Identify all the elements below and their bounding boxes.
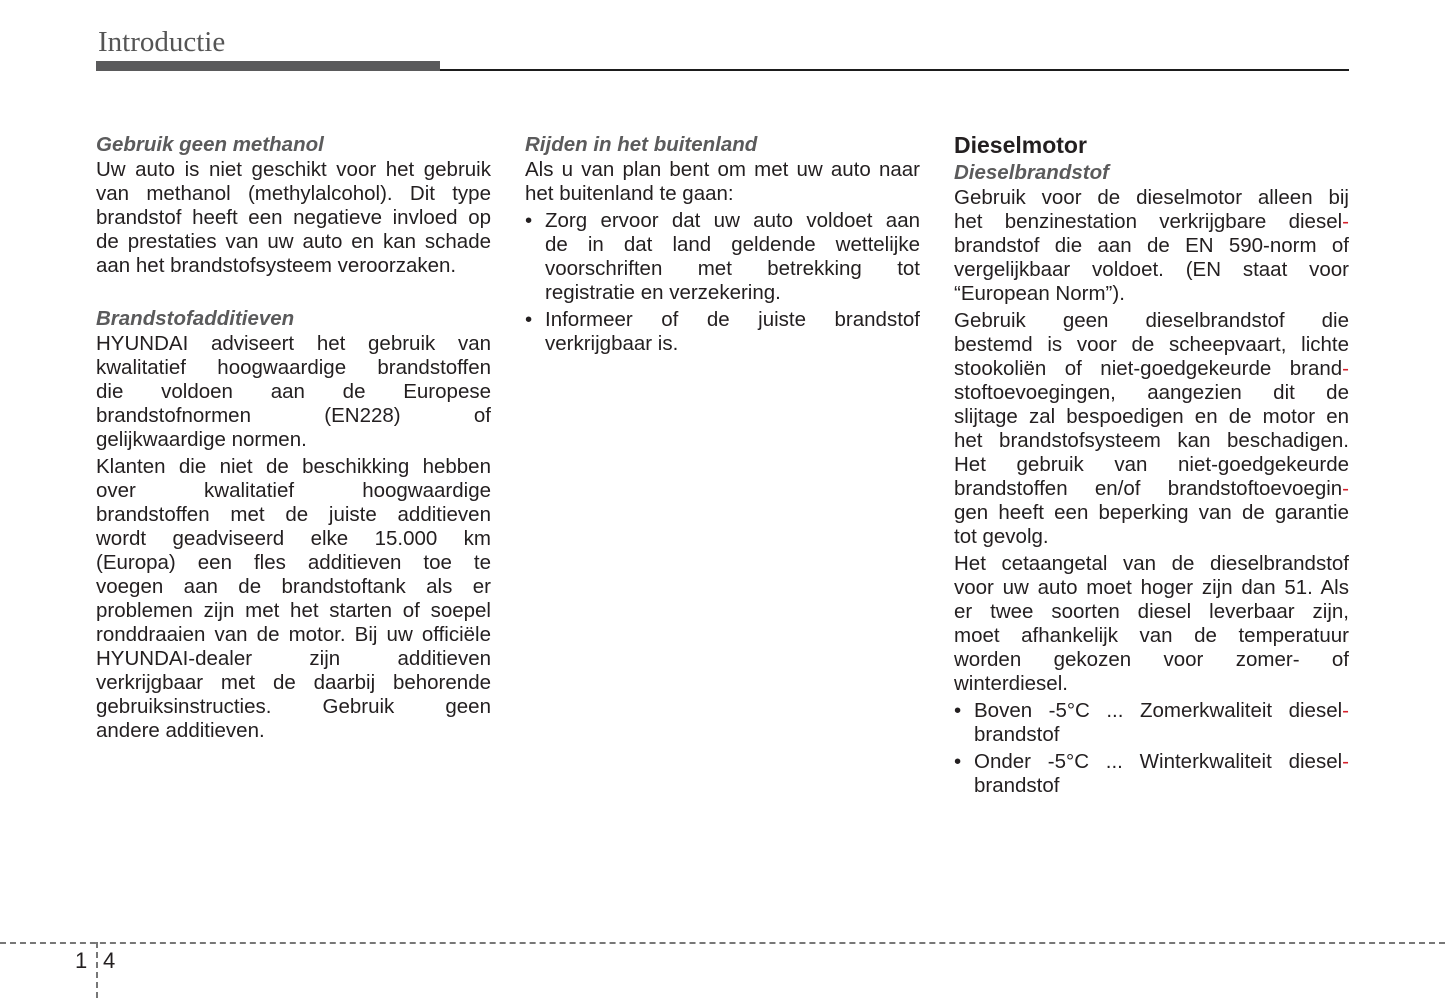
text-segment: Onder -5°C ... Winterkwaliteit diesel bbox=[974, 750, 1343, 773]
hyphen-mark: - bbox=[1342, 477, 1349, 500]
text-line: brandstof heeft een negatieve invloed op bbox=[96, 206, 491, 229]
text-line: “European Norm”). bbox=[954, 282, 1125, 305]
footer-dashed-rule bbox=[0, 942, 1445, 944]
text-segment: Boven -5°C ... Zomerkwaliteit diesel bbox=[974, 699, 1343, 722]
bullet-icon: • bbox=[525, 209, 533, 232]
paragraph-methanol bbox=[96, 158, 491, 278]
text-line: Het cetaangetal van de dieselbrandstof bbox=[954, 552, 1349, 575]
text-line bbox=[954, 477, 1349, 501]
section-heading-additives: Brandstofadditieven bbox=[96, 307, 295, 330]
section-title-dieselmotor: Dieselmotor bbox=[954, 132, 1087, 158]
column-middle bbox=[525, 132, 920, 359]
hyphen-mark: - bbox=[1342, 750, 1349, 773]
text-line: gelijkwaardige normen. bbox=[96, 428, 307, 451]
text-line: die voldoen aan de Europese bbox=[96, 380, 491, 403]
text-segment: het benzinestation verkrijgbare diesel bbox=[954, 210, 1343, 233]
text-line: ronddraaien van de motor. Bij uw officiële bbox=[96, 623, 491, 646]
spacer bbox=[96, 281, 491, 306]
bullet-icon: • bbox=[954, 699, 962, 722]
text-line: stoftoevoegingen, aangezien dit de bbox=[954, 381, 1349, 404]
text-line: HYUNDAI adviseert het gebruik van bbox=[96, 332, 491, 355]
text-line: gen heeft een beperking van de garantie bbox=[954, 501, 1349, 524]
paragraph-additives-2 bbox=[96, 455, 491, 743]
text-line: brandstof die aan de EN 590-norm of bbox=[954, 234, 1349, 257]
text-segment: stookoliën of niet-goedgekeurde brand bbox=[954, 357, 1343, 380]
text-line: brandstof bbox=[974, 774, 1060, 797]
text-line: brandstof bbox=[974, 723, 1060, 746]
column-left bbox=[96, 132, 491, 746]
text-line: Gebruik geen dieselbrandstof die bbox=[954, 309, 1349, 332]
text-line: Zorg ervoor dat uw auto voldoet aan bbox=[545, 209, 920, 232]
text-line: slijtage zal bespoedigen en de motor en bbox=[954, 405, 1349, 428]
text-line: bestemd is voor de scheepvaart, lichte bbox=[954, 333, 1349, 356]
text-line bbox=[974, 750, 1349, 774]
text-line: andere additieven. bbox=[96, 719, 265, 742]
header-rule-thick bbox=[96, 61, 440, 71]
section-heading-dieselfuel: Dieselbrandstof bbox=[954, 161, 1109, 184]
text-line: aan het brandstofsysteem veroorzaken. bbox=[96, 254, 457, 277]
footer-dashed-divider bbox=[96, 942, 98, 998]
hyphen-mark: - bbox=[1342, 699, 1349, 722]
text-line: het brandstofsysteem kan beschadigen. bbox=[954, 429, 1349, 452]
text-line: er twee soorten diesel leverbaar zijn, bbox=[954, 600, 1349, 623]
text-line: voorschriften met betrekking tot bbox=[545, 257, 920, 280]
text-line: Het gebruik van niet-goedgekeurde bbox=[954, 453, 1349, 476]
text-line: over kwalitatief hoogwaardige bbox=[96, 479, 491, 502]
text-line: vergelijkbaar voldoet. (EN staat voor bbox=[954, 258, 1349, 281]
list-item bbox=[954, 750, 1349, 798]
section-heading-abroad: Rijden in het buitenland bbox=[525, 133, 758, 156]
text-line: de in dat land geldende wettelijke bbox=[545, 233, 920, 256]
text-line: Uw auto is niet geschikt voor het gebruik bbox=[96, 158, 491, 181]
list-item bbox=[525, 308, 920, 356]
text-line: problemen zijn met het starten of soepel bbox=[96, 599, 491, 622]
list-item bbox=[954, 699, 1349, 747]
text-line: Informeer of de juiste brandstof bbox=[545, 308, 920, 331]
column-right bbox=[954, 130, 1349, 801]
text-line: verkrijgbaar is. bbox=[545, 332, 679, 355]
text-line: HYUNDAI-dealer zijn additieven bbox=[96, 647, 491, 670]
text-line: tot gevolg. bbox=[954, 525, 1049, 548]
section-heading-methanol: Gebruik geen methanol bbox=[96, 133, 324, 156]
text-line: verkrijgbaar met de daarbij behorende bbox=[96, 671, 491, 694]
paragraph-additives-1 bbox=[96, 332, 491, 452]
paragraph-abroad-intro bbox=[525, 158, 920, 206]
text-line: worden gekozen voor zomer- of bbox=[954, 648, 1349, 671]
text-line bbox=[954, 357, 1349, 381]
bullet-icon: • bbox=[525, 308, 533, 331]
text-line: van methanol (methylalcohol). Dit type bbox=[96, 182, 491, 205]
text-line: brandstofnormen (EN228) of bbox=[96, 404, 491, 427]
text-line: registratie en verzekering. bbox=[545, 281, 781, 304]
paragraph-diesel-2 bbox=[954, 309, 1349, 549]
text-line: moet afhankelijk van de temperatuur bbox=[954, 624, 1349, 647]
header-rule-thin bbox=[440, 69, 1349, 71]
text-line: de prestaties van uw auto en kan schade bbox=[96, 230, 491, 253]
text-line: (Europa) een fles additieven toe te bbox=[96, 551, 491, 574]
text-segment: brandstoffen en/of brandstoftoevoegin bbox=[954, 477, 1343, 500]
text-line: voegen aan de brandstoftank als er bbox=[96, 575, 491, 598]
text-line: Klanten die niet de beschikking hebben bbox=[96, 455, 491, 478]
text-line: brandstoffen met de juiste additieven bbox=[96, 503, 491, 526]
text-line bbox=[974, 699, 1349, 723]
text-line: gebruiksinstructies. Gebruik geen bbox=[96, 695, 491, 718]
text-line: kwalitatief hoogwaardige brandstoffen bbox=[96, 356, 491, 379]
hyphen-mark: - bbox=[1342, 210, 1349, 233]
text-line: voor uw auto moet hoger zijn dan 51. Als bbox=[954, 576, 1349, 599]
chapter-number: 1 bbox=[75, 948, 88, 973]
page-number: 4 bbox=[103, 948, 116, 973]
text-line: winterdiesel. bbox=[954, 672, 1068, 695]
hyphen-mark: - bbox=[1342, 357, 1349, 380]
page-title: Introductie bbox=[98, 26, 226, 58]
text-line: Gebruik voor de dieselmotor alleen bij bbox=[954, 186, 1349, 209]
text-line bbox=[954, 210, 1349, 234]
text-line: het buitenland te gaan: bbox=[525, 182, 734, 205]
paragraph-diesel-1 bbox=[954, 186, 1349, 306]
text-line: wordt geadviseerd elke 15.000 km bbox=[96, 527, 491, 550]
text-line: Als u van plan bent om met uw auto naar bbox=[525, 158, 920, 181]
paragraph-diesel-3 bbox=[954, 552, 1349, 696]
bullet-icon: • bbox=[954, 750, 962, 773]
list-item bbox=[525, 209, 920, 305]
